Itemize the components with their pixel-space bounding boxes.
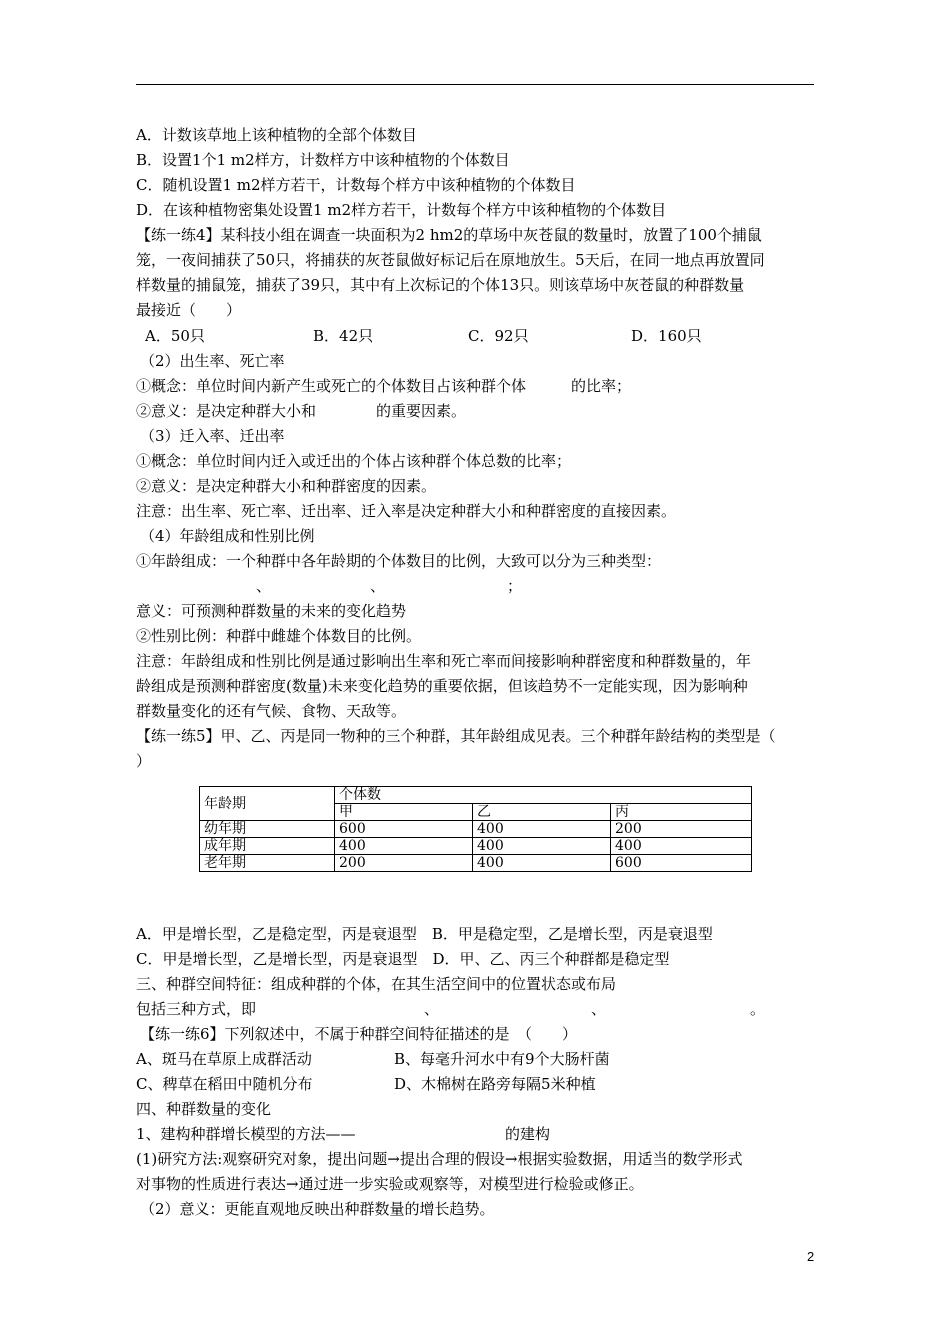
q4-option-d: D．160只 bbox=[631, 327, 702, 345]
option-d: D．在该种植物密集处设置1 m2样方若干，计数每个样方中该种植物的个体数目 bbox=[136, 201, 667, 219]
table-col-yi: 乙 bbox=[473, 804, 611, 821]
spatial-sep-3: 。 bbox=[750, 1000, 766, 1018]
table-col-jia: 甲 bbox=[335, 804, 473, 821]
table-row bbox=[200, 855, 752, 872]
model-meaning: （2）意义：更能直观地反映出种群数量的增长趋势。 bbox=[140, 1200, 495, 1218]
option-b: B．设置1个1 m2样方，计数样方中该种植物的个体数目 bbox=[136, 151, 510, 169]
sex-ratio-def: ②性别比例：种群中雌雄个体数目的比例。 bbox=[136, 627, 422, 645]
q6-option-b: B、每毫升河水中有9个大肠杆菌 bbox=[394, 1050, 610, 1068]
spatial-three-ways: 包括三种方式，即 bbox=[136, 1000, 257, 1018]
table-header-count: 个体数 bbox=[335, 787, 752, 804]
cell: 600 bbox=[611, 855, 752, 872]
q6-option-a: A、斑马在草原上成群活动 bbox=[136, 1050, 312, 1068]
model-method: 1、建构种群增长模型的方法—— bbox=[136, 1125, 356, 1143]
research-method-1: (1)研究方法:观察研究对象，提出问题→提出合理的假设→根据实验数据，用适当的数学形式 bbox=[136, 1150, 743, 1168]
age-structure-def: ①年龄组成：一个种群中各年龄期的个体数目的比例，大致可以分为三种类型： bbox=[136, 552, 662, 570]
cell: 400 bbox=[611, 838, 752, 855]
exercise-4-line3: 样数量的捕鼠笼，捕获了39只，其中有上次标记的个体13只。则该草场中灰苍鼠的种群数量 bbox=[136, 276, 745, 294]
exercise-4-line1: 【练一练4】某科技小组在调查一块面积为2 hm2的草场中灰苍鼠的数量时，放置了100个捕鼠 bbox=[136, 226, 762, 244]
q4-option-c: C．92只 bbox=[468, 327, 529, 345]
table-row bbox=[200, 838, 752, 855]
exercise-4-line4: 最接近（ ） bbox=[136, 301, 242, 319]
birth-rate-meaning: ②意义：是决定种群大小和 的重要因素。 bbox=[136, 402, 467, 420]
table-header-age: 年龄期 bbox=[200, 787, 335, 821]
research-method-2: 对事物的性质进行表达→通过进一步实验或观察等，对模型进行检验或修正。 bbox=[136, 1175, 644, 1193]
table-row bbox=[200, 821, 752, 838]
q5-options-cd: C．甲是增长型，乙是增长型，丙是衰退型 D．甲、乙、丙三个种群都是稳定型 bbox=[136, 950, 670, 968]
table-col-bing: 丙 bbox=[611, 804, 752, 821]
cell: 400 bbox=[473, 821, 611, 838]
migration-meaning: ②意义：是决定种群大小和种群密度的因素。 bbox=[136, 477, 437, 495]
cell: 600 bbox=[335, 821, 473, 838]
age-structure-table bbox=[199, 786, 752, 872]
note-age-sex-1: 注意：年龄组成和性别比例是通过影响出生率和死亡率而间接影响种群密度和种群数量的，年 bbox=[136, 652, 752, 670]
row-label: 老年期 bbox=[200, 855, 335, 872]
section-migration: （3）迁入率、迁出率 bbox=[140, 427, 285, 445]
note-age-sex-3: 群数量变化的还有气候、食物、天敌等。 bbox=[136, 702, 407, 720]
option-a: A．计数该草地上该种植物的全部个体数目 bbox=[136, 126, 417, 144]
row-label: 幼年期 bbox=[200, 821, 335, 838]
q6-option-c: C、稗草在稻田中随机分布 bbox=[136, 1075, 313, 1093]
cell: 200 bbox=[611, 821, 752, 838]
option-c: C．随机设置1 m2样方若干，计数每个样方中该种植物的个体数目 bbox=[136, 176, 576, 194]
cell: 200 bbox=[335, 855, 473, 872]
age-type-sep-3: ； bbox=[507, 577, 523, 595]
age-type-sep-1: 、 bbox=[256, 577, 272, 595]
section-population-change: 四、种群数量的变化 bbox=[136, 1100, 272, 1118]
exercise-5-line2: ） bbox=[136, 752, 152, 770]
birth-rate-concept: ①概念：单位时间内新产生或死亡的个体数目占该种群个体 的比率； bbox=[136, 377, 632, 395]
header-rule bbox=[136, 84, 814, 85]
section-age-sex: （4）年龄组成和性别比例 bbox=[140, 527, 315, 545]
page-number: 2 bbox=[807, 1249, 815, 1264]
exercise-5-line1: 【练一练5】甲、乙、丙是同一物种的三个种群，其年龄组成见表。三个种群年龄结构的类型是（ bbox=[136, 727, 776, 745]
cell: 400 bbox=[335, 838, 473, 855]
model-suffix: 的建构 bbox=[505, 1125, 551, 1143]
section-spatial: 三、种群空间特征：组成种群的个体，在其生活空间中的位置状态或布局 bbox=[136, 975, 617, 993]
row-label: 成年期 bbox=[200, 838, 335, 855]
note-age-sex-2: 龄组成是预测种群密度(数量)未来变化趋势的重要依据，但该趋势不一定能实现，因为影响种 bbox=[136, 677, 748, 695]
section-birth-rate: （2）出生率、死亡率 bbox=[140, 352, 285, 370]
note-direct-factors: 注意：出生率、死亡率、迁出率、迁入率是决定种群大小和种群密度的直接因素。 bbox=[136, 502, 677, 520]
exercise-6: 【练一练6】下列叙述中，不属于种群空间特征描述的是 （ ） bbox=[140, 1025, 578, 1043]
age-type-sep-2: 、 bbox=[370, 577, 386, 595]
cell: 400 bbox=[473, 838, 611, 855]
migration-concept: ①概念：单位时间内迁入或迁出的个体占该种群个体总数的比率； bbox=[136, 452, 572, 470]
q5-options-ab: A．甲是增长型，乙是稳定型，丙是衰退型 B．甲是稳定型，乙是增长型，丙是衰退型 bbox=[136, 925, 713, 943]
q4-option-b: B．42只 bbox=[313, 327, 374, 345]
exercise-4-line2: 笼，一夜间捕获了50只，将捕获的灰苍鼠做好标记后在原地放生。5天后，在同一地点再放置同 bbox=[136, 251, 765, 269]
spatial-sep-1: 、 bbox=[424, 1000, 440, 1018]
age-structure-meaning: 意义：可预测种群数量的未来的变化趋势 bbox=[136, 602, 407, 620]
cell: 400 bbox=[473, 855, 611, 872]
q6-option-d: D、木棉树在路旁每隔5米种植 bbox=[394, 1075, 596, 1093]
spatial-sep-2: 、 bbox=[591, 1000, 607, 1018]
q4-option-a: A．50只 bbox=[145, 327, 205, 345]
